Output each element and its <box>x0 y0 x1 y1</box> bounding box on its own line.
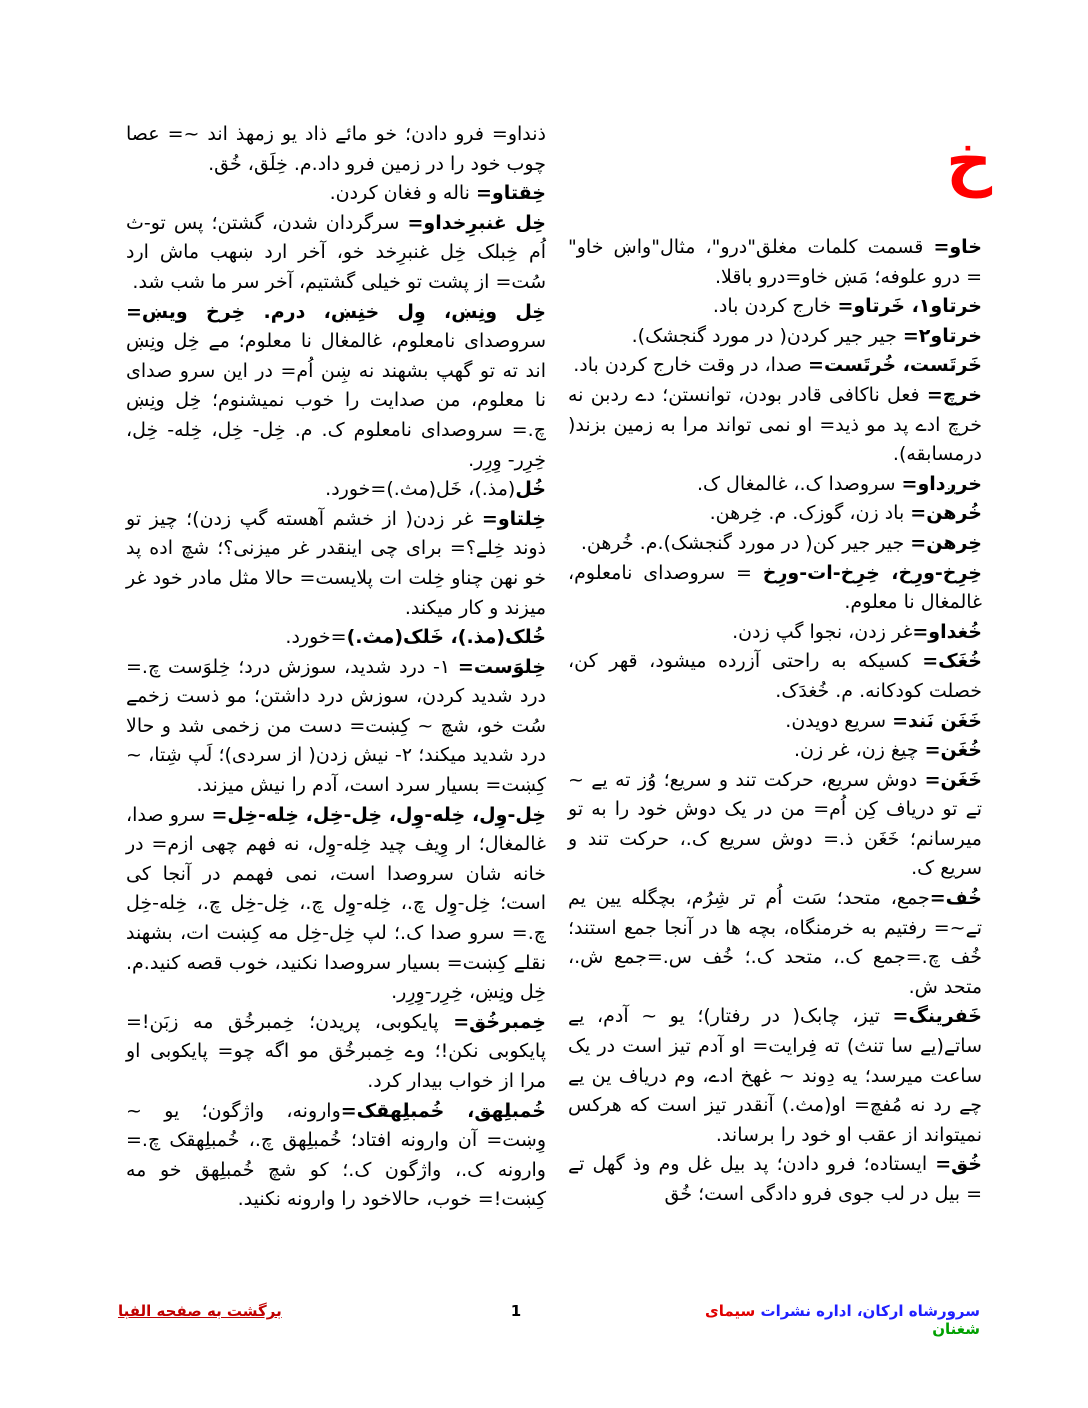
entry-definition: جمع، متحد؛ سَت اُم تر شِرُم، بچگله یین یم تے~= رفتیم به خرمنگاه، بچه ها در آنجا جمع استند؛ خُف چ.=جمع ک.، متحد ک.؛ خُف س.=جمع ش.، متحد ش. <box>568 887 982 998</box>
entry-headword: خُرهن= <box>910 502 982 525</box>
entry-headword: خُغَن= <box>924 739 982 762</box>
entry-definition: خارج کردن باد. <box>712 295 838 318</box>
entry-headword: خِرِخ-ورِخ، خِرِخ-ات-ورِخ <box>762 561 982 584</box>
dictionary-column-right <box>568 233 982 1210</box>
entry-definition: ذنداو= فرو دادن؛ خو مائے ذاد یو زمهذ اند ~= عصا چوب خود را در زمین فرو داد.م. خِلَق، خُق. <box>126 123 546 175</box>
entry-definition: سرو صدا، غالمغال؛ ار وِیف چید خِله-وِل، نه فهم چهی ازم= در خانه شان سروصدا است، نمی فهمم در آنجا کی است؛ خِل-وِل چ.، خِله-وِل چ.، خِل-خِل چ.، خِله-خِل چ.= سرو صدا ک.؛ لپ خِل-خِل مه کِښت ات، بشهند نقلے کِښت= بسیار سروصدا نکنید، خوب قصه کنید.م. خِل ونِښ، خِرِر-وِرِر. <box>126 803 546 1004</box>
entry-headword: خَفرینگ= <box>892 1005 982 1028</box>
entry-definition: پایکوبی، پریدن؛ خِمبرخُق مه زبَن!= پایکوبی نکن!؛ وے خِمبرخُق مو اگه چو= پایکوبی او مرا از خواب بیدار کرد. <box>126 1010 546 1092</box>
dictionary-entry <box>126 623 546 653</box>
entry-definition: غر زدن، نجوا گپ زدن. <box>732 620 913 643</box>
dictionary-entry <box>568 707 982 737</box>
dictionary-entry <box>568 618 982 648</box>
entry-headword: خِلتاو= <box>481 507 546 530</box>
entry-headword: خِقتاو= <box>476 182 546 205</box>
entry-headword: خَرتَست، خُرتَست= <box>808 354 982 377</box>
entry-definition: ناله و فغان کردن. <box>329 182 476 205</box>
dictionary-entry <box>568 559 982 618</box>
dictionary-entry <box>568 233 982 292</box>
entry-definition: (مذ.)، خَل(مث.)=خورد. <box>325 478 516 501</box>
entry-headword: خَغَن= <box>924 768 982 791</box>
credit-name-2: شغنان <box>932 1320 980 1338</box>
entry-headword: خرږداو= <box>901 472 982 495</box>
dictionary-entry <box>568 381 982 470</box>
entry-headword: خُلک(مذ.)، خَلک(مث.) <box>346 626 546 649</box>
entry-definition: = سروصدای نامعلوم، غالمغال نا معلوم. <box>568 561 982 614</box>
entry-definition: غر زدن( از خشم آهسته گپ زدن)؛ چیز تو ذوند خِلے؟= برای چی اینقدر غر میزنی؟؛ شچ اده پد خو نهن چناو خِلت ات پلایست= حالا مثل مادر خود غر میزند و کار میکند. <box>126 507 546 619</box>
dictionary-entry <box>126 505 546 623</box>
page-number: 1 <box>510 1302 522 1320</box>
entry-definition: جیر جیر کردن( در مورد گنجشک). <box>631 324 903 347</box>
entry-definition: ایستاده؛ فرو دادن؛ پد بیل غل وم وذ گهل تے = بیل در لب جوی فرو دادگی است؛ خُق <box>568 1153 982 1205</box>
credit-name-1: سیمای <box>704 1302 756 1320</box>
dictionary-entry <box>568 1150 982 1209</box>
dictionary-entry <box>568 529 982 559</box>
dictionary-entry <box>568 470 982 500</box>
dictionary-entry <box>568 351 982 381</box>
entry-definition: چیغ زن، غر زن. <box>793 739 925 762</box>
dictionary-entry <box>568 292 982 322</box>
entry-definition: باد زن، گوزک. م. خِرهن. <box>709 502 911 525</box>
dictionary-entry <box>126 1008 546 1097</box>
dictionary-entry <box>126 120 546 179</box>
footer-credit <box>680 1302 980 1338</box>
entry-headword: خرتاو۱، خَرتاو= <box>837 295 982 318</box>
dictionary-entry <box>126 179 546 209</box>
entry-headword: خاو= <box>933 236 982 258</box>
dictionary-entry <box>568 322 982 352</box>
entry-definition: سریع دویدن. <box>785 709 893 732</box>
credit-author: سرورشاه ارکان، <box>851 1302 980 1320</box>
entry-headword: خرتاو۲= <box>902 324 982 347</box>
entry-definition: صدا، در وقت خارج کردن باد. <box>573 354 809 377</box>
entry-headword: خِمبرخُق= <box>453 1010 546 1033</box>
entry-headword: خِل ونِښ، وِل خنِښ، درم. خِرخ ویښ= <box>126 300 546 323</box>
dictionary-entry <box>568 647 982 706</box>
dictionary-entry <box>568 884 982 1002</box>
entry-definition: تیز، چابک( در رفتار)؛ یو ~ آدم، یے ساتے(یے سا تنث) ته فِرایت= او آدم تیز است در یک ساعت میرسد؛ یه دِوند ~ غهخ ادے، وم دریاف ین یے چے رد نه مُفچ= او(مث.) آنقدر تیز است که هرکس نمیتواند از عقب او خود را برساند. <box>568 1005 982 1146</box>
back-to-alphabet-link[interactable]: برگشت به صفحه الفبا <box>118 1302 282 1320</box>
entry-headword: خِل غنبرِخداو= <box>407 211 546 234</box>
dictionary-entry <box>568 499 982 529</box>
entry-headword: خُغداو= <box>912 620 982 643</box>
entry-definition: سروصدای نامعلوم، غالمغال نا معلوم؛ مے خِل ونِښ اند ته تو گهپ بشهند نه ښِن اُم= در این سرو صدای نا معلوم، من صدایت را خوب نمیشنوم؛ خِل ونِښ چ.= سروصدای نامعلوم ک. م. خِل- خِل، خِله- خِل، خِرِر- وِرِر. <box>126 330 546 471</box>
entry-headword: خَغَن نَند= <box>892 709 982 732</box>
entry-definition: وارونه، واژگون؛ یو ~ وِښت= آن وارونه افتاد؛ خُمبلِهق چ.، خُمبلِهقک چ.= وارونه ک.، واژگون ک.؛ کو شچ خُمبلِهق خو مه کِښت!= خوب، حالاخود را وارونه نکنید. <box>126 1099 546 1211</box>
entry-definition: قسمت کلمات مغلق"درو"، مثال"واښ خاو" = درو علوفه؛ مَښ خاو=درو باقلا. <box>568 236 982 288</box>
dictionary-entry <box>568 736 982 766</box>
entry-headword: خُغَک= <box>922 650 982 673</box>
entry-headword: خِرهن= <box>910 531 982 554</box>
entry-definition: سرگردان شدن، گشتن؛ پس تو-ث اُم خِبلک خِل غنبرِخد خو، آخر ارد ښهب ماش ارد سُت= از پشت تو خیلی گشتیم، آخر سر ما شب شد. <box>126 211 546 293</box>
entry-headword: خُف= <box>929 887 982 910</box>
dictionary-entry <box>126 209 546 298</box>
dictionary-entry <box>126 1097 546 1215</box>
entry-definition: ۱- درد شدید، سوزش درد؛ خِلوَست چ.= درد شدید کردن، سوزش درد داشتن؛ مو ذست زخمے سُت خو، شچ ~ کِښت= دست من زخمی شد و حالا درد شدید میکند؛ ۲- نیش زدن( از سردی)؛ لَپ شِتا، ~ کِښت= بسیار سرد است، آدم را نیش میزند. <box>126 655 546 797</box>
entry-definition: کسیکه به راحتی آزرده میشود، قهر کن، خصلت کودکانه. م. خُغدَک. <box>568 650 982 702</box>
entry-definition: =خورد. <box>285 626 347 649</box>
dictionary-column-left <box>126 120 546 1215</box>
entry-definition: سروصدا ک.، غالمغال ک. <box>696 472 902 495</box>
entry-headword: خُل <box>515 478 546 501</box>
dictionary-entry <box>568 766 982 884</box>
dictionary-entry <box>126 653 546 801</box>
dictionary-entry <box>126 801 546 1008</box>
dictionary-entry <box>126 298 546 476</box>
entry-headword: خِلوَست= <box>457 655 546 678</box>
entry-headword: خرچ= <box>926 383 982 406</box>
entry-headword: خُمبلِهق، خُمبلِهقک= <box>340 1099 546 1122</box>
credit-publisher: اداره نشرات <box>755 1302 852 1320</box>
entry-headword: خِل-وِل، خِله-وِل، خِل-خِل، خِله-خِل= <box>211 803 546 826</box>
entry-definition: دوش سریع، حرکت تند و سریع؛ وُز ته یے ~ تے تو دریاف کِن اُم= من در یک دوش خود را به تو میرسانم؛ خَغَن ذ.= دوش سریع ک.، حرکت تند و سریع ک. <box>568 768 982 880</box>
dictionary-entry <box>568 1002 982 1150</box>
section-letter: خ <box>946 125 993 199</box>
dictionary-entry <box>126 475 546 505</box>
entry-definition: فعل ناکافی قادر بودن، توانستن؛ دے ردبن نه خرچ ادے پد مو ذید= او نمی تواند مرا به زمین بزند( درمسابقه). <box>568 383 982 466</box>
entry-definition: جیر جیر کن( در مورد گنجشک).م. خُرهن. <box>580 531 911 554</box>
entry-headword: خُق= <box>935 1153 982 1176</box>
